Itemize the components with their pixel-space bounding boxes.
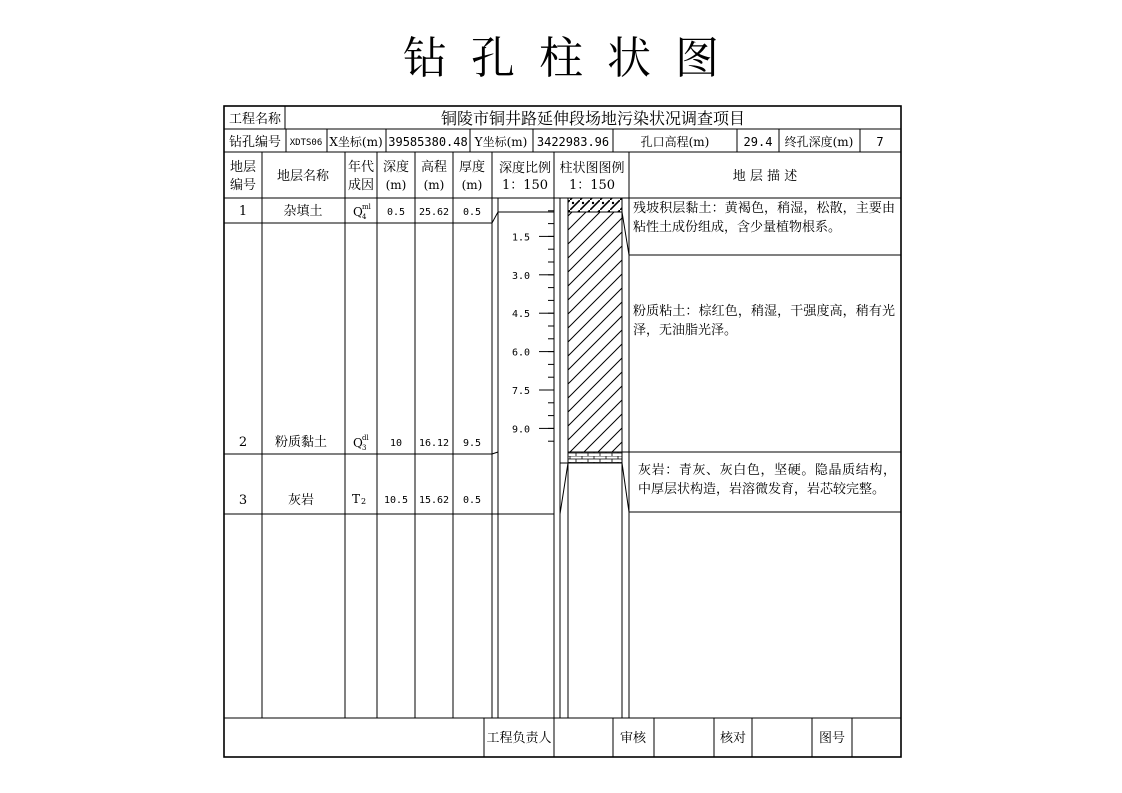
layer-3-depth: 10.5	[383, 495, 409, 506]
layer-3-age	[352, 492, 366, 506]
depth-scale	[512, 211, 554, 441]
layer-1-age-sup: ml	[362, 203, 371, 211]
header-depth-2: (m)	[385, 178, 407, 192]
layer-3-age-sub: 2	[361, 497, 367, 506]
header-depth-scale-1: 深度比例	[498, 161, 552, 176]
depth-tick-label: 1.5	[511, 232, 530, 244]
header-layer-no-2: 编号	[229, 178, 257, 193]
layer-3-description: 灰岩：青灰、灰白色，坚硬。隐晶质结构，中厚层状构造，岩溶微发育，岩芯较完整。	[638, 463, 896, 497]
layer-3-limestone-pattern	[568, 452, 622, 463]
layer-1-age	[353, 203, 372, 221]
header-elevation-2: (m)	[423, 178, 445, 192]
layer-3-name: 灰岩	[287, 493, 315, 508]
header-thickness-1: 厚度	[458, 160, 486, 175]
depth-tick-label: 3.0	[511, 270, 530, 282]
layer-1-no: 1	[238, 204, 248, 219]
header-description: 地 层 描 述	[732, 169, 798, 184]
header-age-1: 年代	[347, 160, 375, 175]
footer-drawing-no-label: 图号	[818, 731, 846, 746]
project-name: 铜陵市铜井路延伸段场地污染状况调查项目	[440, 109, 746, 128]
layer-1-fill-pattern	[568, 198, 622, 212]
page-title: 钻孔柱状图	[403, 33, 743, 84]
final-depth-value: 7	[876, 135, 884, 149]
header-elevation-1: 高程	[420, 160, 448, 175]
layer-2-age-symbol: Q	[353, 436, 363, 450]
layer-3-age-symbol: T	[352, 492, 361, 506]
layer-2-age	[353, 434, 369, 452]
borehole-id-label: 钻孔编号	[228, 135, 282, 150]
layer-1-name: 杂填土	[283, 204, 323, 219]
depth-tick-label: 6.0	[511, 347, 530, 359]
layer-2-clay-hatch	[568, 212, 622, 452]
layer-2-no: 2	[238, 435, 248, 450]
layer-1-description: 残坡积层黏土：黄褐色，稍湿，松散，主要由粘性土成份组成，含少量植物根系。	[633, 201, 895, 235]
depth-tick-label: 4.5	[511, 309, 530, 321]
layer-2-thickness: 9.5	[462, 438, 482, 449]
layer-2-age-sub: 3	[362, 444, 367, 452]
layer-2-elevation: 16.12	[418, 438, 450, 449]
footer-review-label: 审核	[619, 731, 647, 746]
header-age-2: 成因	[347, 178, 375, 193]
depth-tick-label: 7.5	[511, 386, 530, 397]
layer-2-age-sup: dl	[362, 434, 369, 442]
layer-1-age-sub: 4	[362, 213, 367, 221]
header-layer-name: 地层名称	[276, 169, 330, 184]
layer-2-name: 粉质黏土	[274, 435, 328, 450]
header-column-scale-2: 1：150	[568, 178, 616, 193]
x-coord-value: 39585380.48	[388, 135, 468, 149]
header-thickness-2: (m)	[461, 178, 483, 192]
header-column-scale-1: 柱状图图例	[559, 161, 625, 176]
footer-manager-label: 工程负责人	[486, 731, 552, 746]
layer-1-elevation: 25.62	[418, 207, 450, 218]
elevation-label: 孔口高程(m)	[640, 135, 710, 149]
header-layer-no-1: 地层	[229, 160, 257, 175]
header-depth-1: 深度	[382, 160, 410, 175]
layer-3-thickness: 0.5	[462, 495, 482, 506]
footer-check-label: 核对	[719, 731, 747, 746]
layer-2-depth: 10	[389, 438, 403, 449]
borehole-id: XDTS06	[289, 138, 323, 148]
layer-1-depth: 0.5	[386, 207, 406, 218]
layer-2-description: 粉质粘土：棕红色，稍湿，干强度高，稍有光泽，无油脂光泽。	[633, 304, 895, 338]
header-depth-scale-2: 1：150	[501, 178, 549, 193]
project-label: 工程名称	[228, 112, 282, 127]
x-coord-label: X坐标(m)	[329, 135, 383, 149]
layer-1-thickness: 0.5	[462, 207, 482, 218]
depth-tick-label: 9.0	[511, 424, 530, 436]
y-coord-label: Y坐标(m)	[474, 135, 528, 149]
y-coord-value: 3422983.96	[536, 135, 610, 149]
layer-3-elevation: 15.62	[418, 495, 450, 506]
layer-3-no: 3	[238, 493, 248, 508]
final-depth-label: 终孔深度(m)	[784, 135, 854, 149]
elevation-value: 29.4	[743, 135, 773, 149]
layer-1-age-symbol: Q	[353, 205, 363, 219]
